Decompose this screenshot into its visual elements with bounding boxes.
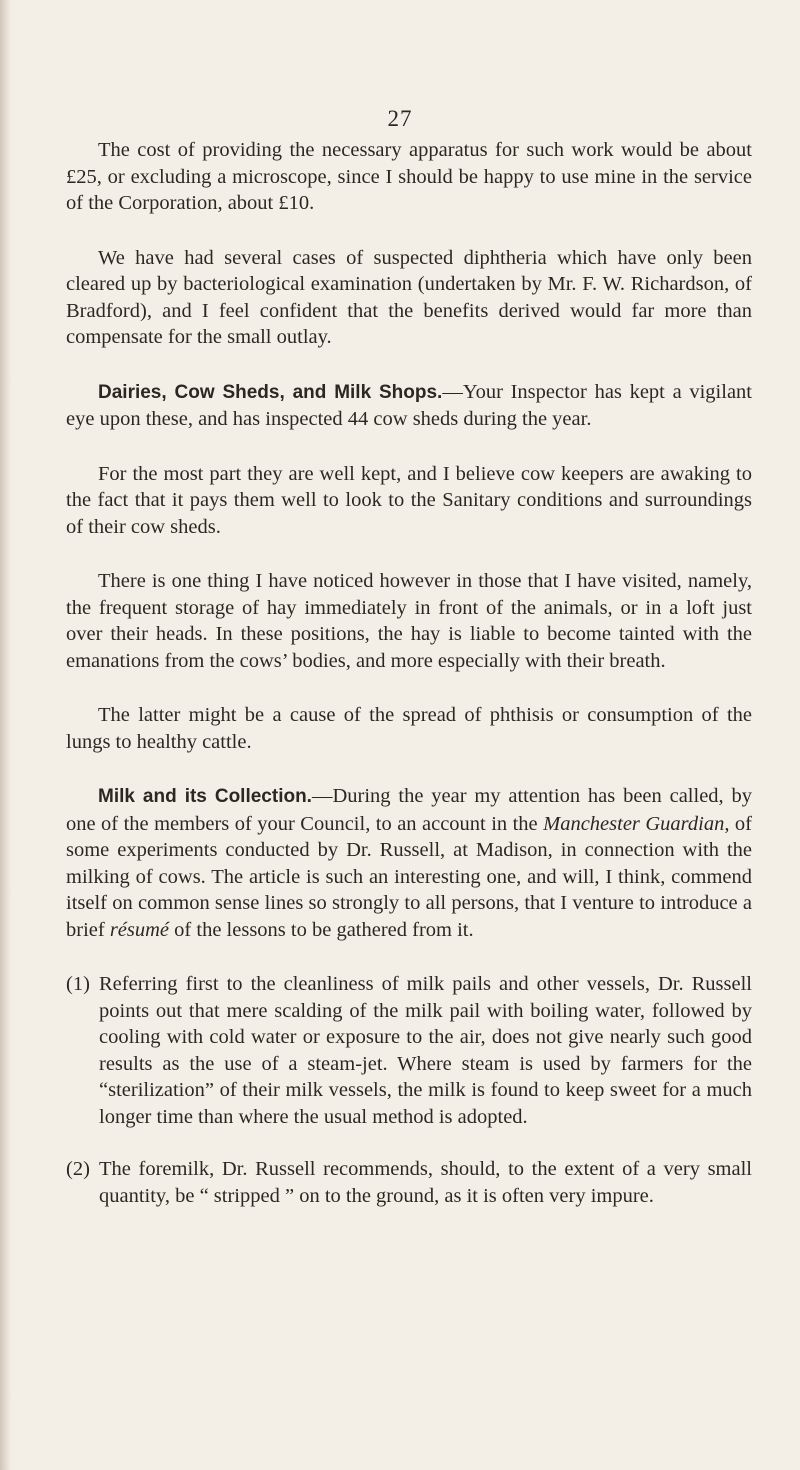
- list-item-number: (2): [66, 1158, 90, 1180]
- recommendations-list: [66, 971, 752, 1209]
- page-number: 27: [387, 106, 413, 131]
- paragraph-hay-storage: There is one thing I have noticed however in those that I have visited, namely, the frequent storage of hay immediately in front of the animals, or in a loft just over their heads. In these positions, the hay is liable to become tainted with the emanations from the cows’ bodies, and more especially with their breath.: [66, 570, 752, 672]
- section-heading-milk: Milk and its Collection.: [98, 786, 312, 807]
- milk-text-a: —During the year my attention has been called, by one of the members of your Council, to an account in the: [66, 785, 752, 835]
- resume-word: résumé: [109, 918, 170, 941]
- paragraph-milk-collection: [66, 783, 752, 943]
- paragraph-dairies: [66, 379, 752, 433]
- paragraph-apparatus-cost: The cost of providing the necessary apparatus for such work would be about £25, or excluding a microscope, since I should be happy to use mine in the service of the Corporation, about £10.: [66, 139, 752, 214]
- milk-text-b: , of some experiments conducted by Dr. Russell, at Madison, in connection with the milking of cows. The article is such an interesting one, and will, I think, commend itself on common sense lines so strongly to all persons, that I venture to introduce a brief: [66, 812, 752, 941]
- paragraph-cow-keepers: For the most part they are well kept, and I believe cow keepers are awaking to the fact that it pays them well to look to the Sanitary conditions and surroundings of their cow sheds.: [66, 462, 752, 538]
- list-item: [66, 971, 752, 1130]
- list-item: [66, 1156, 752, 1209]
- dairies-text: —Your Inspector has kept a vigilant eye upon these, and has inspected 44 cow sheds during the year.: [66, 380, 752, 430]
- page-edge-shadow: [0, 0, 12, 1470]
- list-item-text: The foremilk, Dr. Russell recommends, should, to the extent of a very small quantity, be “ stripped ” on to the ground, as it is often very impure.: [99, 1158, 752, 1207]
- paragraph-diphtheria: We have had several cases of suspected diphtheria which have only been cleared up by bacteriological examination (undertaken by Mr. F. W. Richardson, of Bradford), and I feel confident that the benefits derived would far more than compensate for the small outlay.: [66, 246, 752, 348]
- page-body: [66, 137, 752, 1235]
- paragraph-phthisis: The latter might be a cause of the spread of phthisis or consumption of the lungs to healthy cattle.: [66, 704, 752, 753]
- milk-text-c: of the lessons to be gathered from it.: [169, 918, 474, 941]
- newspaper-title: Manchester Guardian: [543, 812, 725, 835]
- list-item-number: (1): [66, 973, 90, 995]
- section-heading-dairies: Dairies, Cow Sheds, and Milk Shops.: [98, 381, 443, 403]
- list-item-text: Referring first to the cleanliness of milk pails and other vessels, Dr. Russell points out that mere scalding of the milk pail with boiling water, followed by cooling with cold water or exposure to the air, does not give nearly such good results as the use of a steam-jet. Where steam is used by farmers for the “sterilization” of their milk vessels, the milk is found to keep sweet for a much longer time than where the usual method is adopted.: [99, 973, 752, 1128]
